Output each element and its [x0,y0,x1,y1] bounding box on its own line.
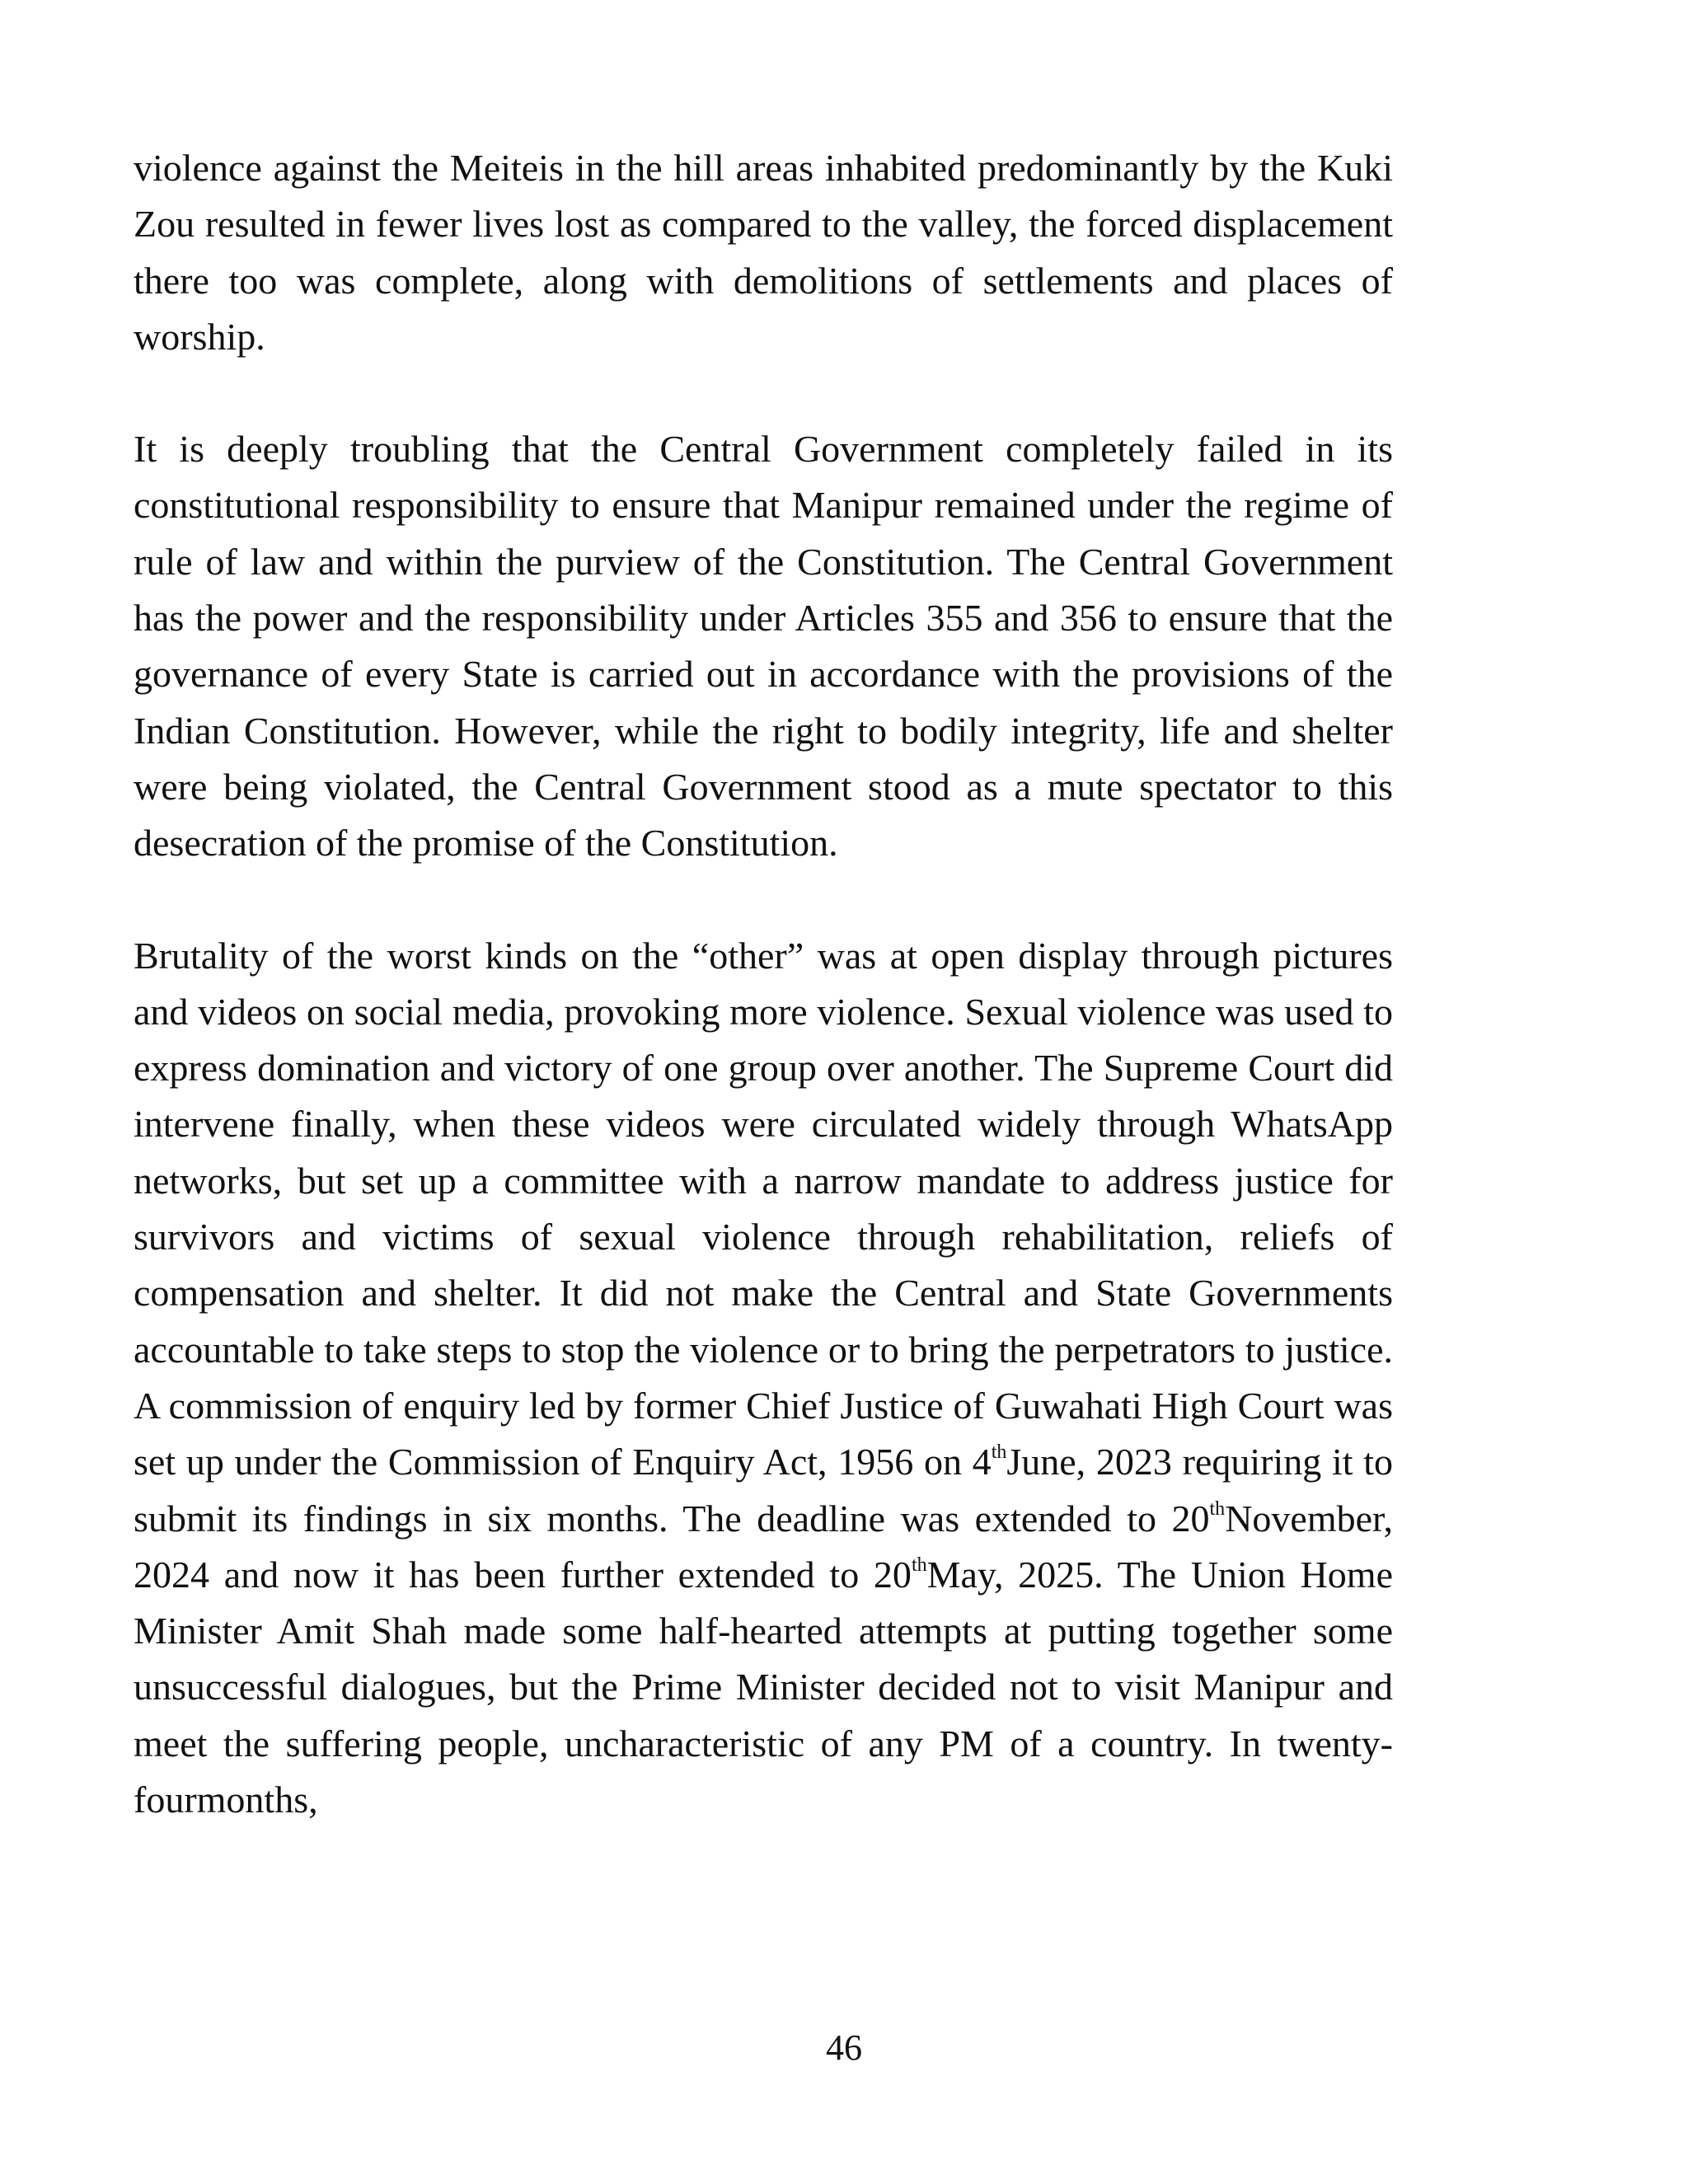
paragraph-3-part-4: May, 2025. The Union Home Minister Amit Shah made some half-hearted attempts at putting together some unsuccessful dialogues, but the Prime Minister decided not to visit Manipur and meet the suffering people, uncharacteristic of any PM of a country. In twenty-fourmonths, [134,1553,1393,1821]
page-number: 46 [826,2027,862,2068]
paragraph-3-part-3: November, 2024 and now it has been further extended to 20 [134,1497,1393,1596]
paragraph-3-part-2: June, 2023 requiring it to submit its findings in six months. The deadline was extended to 20 [134,1441,1393,1540]
paragraph-1: violence against the Meiteis in the hill areas inhabited predominantly by the Kuki Zou resulted in fewer lives lost as compared to the valley, the forced displacement there too was complete, along with demolitions of settlements and places of worship. [134,147,1393,358]
ordinal-suffix: th [911,1554,927,1576]
ordinal-suffix: th [1209,1497,1226,1520]
paragraph-2: It is deeply troubling that the Central Government completely failed in its constitutional responsibility to ensure that Manipur remained under the regime of rule of law and within the purview of the Constitution. The Central Government has the power and the responsibility under Articles 355 and 356 to ensure that the governance of every State is carried out in accordance with the provisions of the Indian Constitution. However, while the right to bodily integrity, life and shelter were being violated, the Central Government stood as a mute spectator to this desecration of the promise of the Constitution. [134,428,1393,865]
body-text [134,140,1393,1828]
ordinal-suffix: th [991,1441,1007,1464]
paragraph-3 [134,928,1393,1829]
paragraph-3-part-1: Brutality of the worst kinds on the “other” was at open display through pictures and videos on social media, provoking more violence. Sexual violence was used to express domination and victory of one group over another. The Supreme Court did intervene finally, when these videos were circulated widely through WhatsApp networks, but set up a committee with a narrow mandate to address justice for survivors and victims of sexual violence through rehabilitation, reliefs of compensation and shelter. It did not make the Central and State Governments accountable to take steps to stop the violence or to bring the perpetrators to justice. A commission of enquiry led by former Chief Justice of Guwahati High Court was set up under the Commission of Enquiry Act, 1956 on 4 [134,934,1393,1483]
